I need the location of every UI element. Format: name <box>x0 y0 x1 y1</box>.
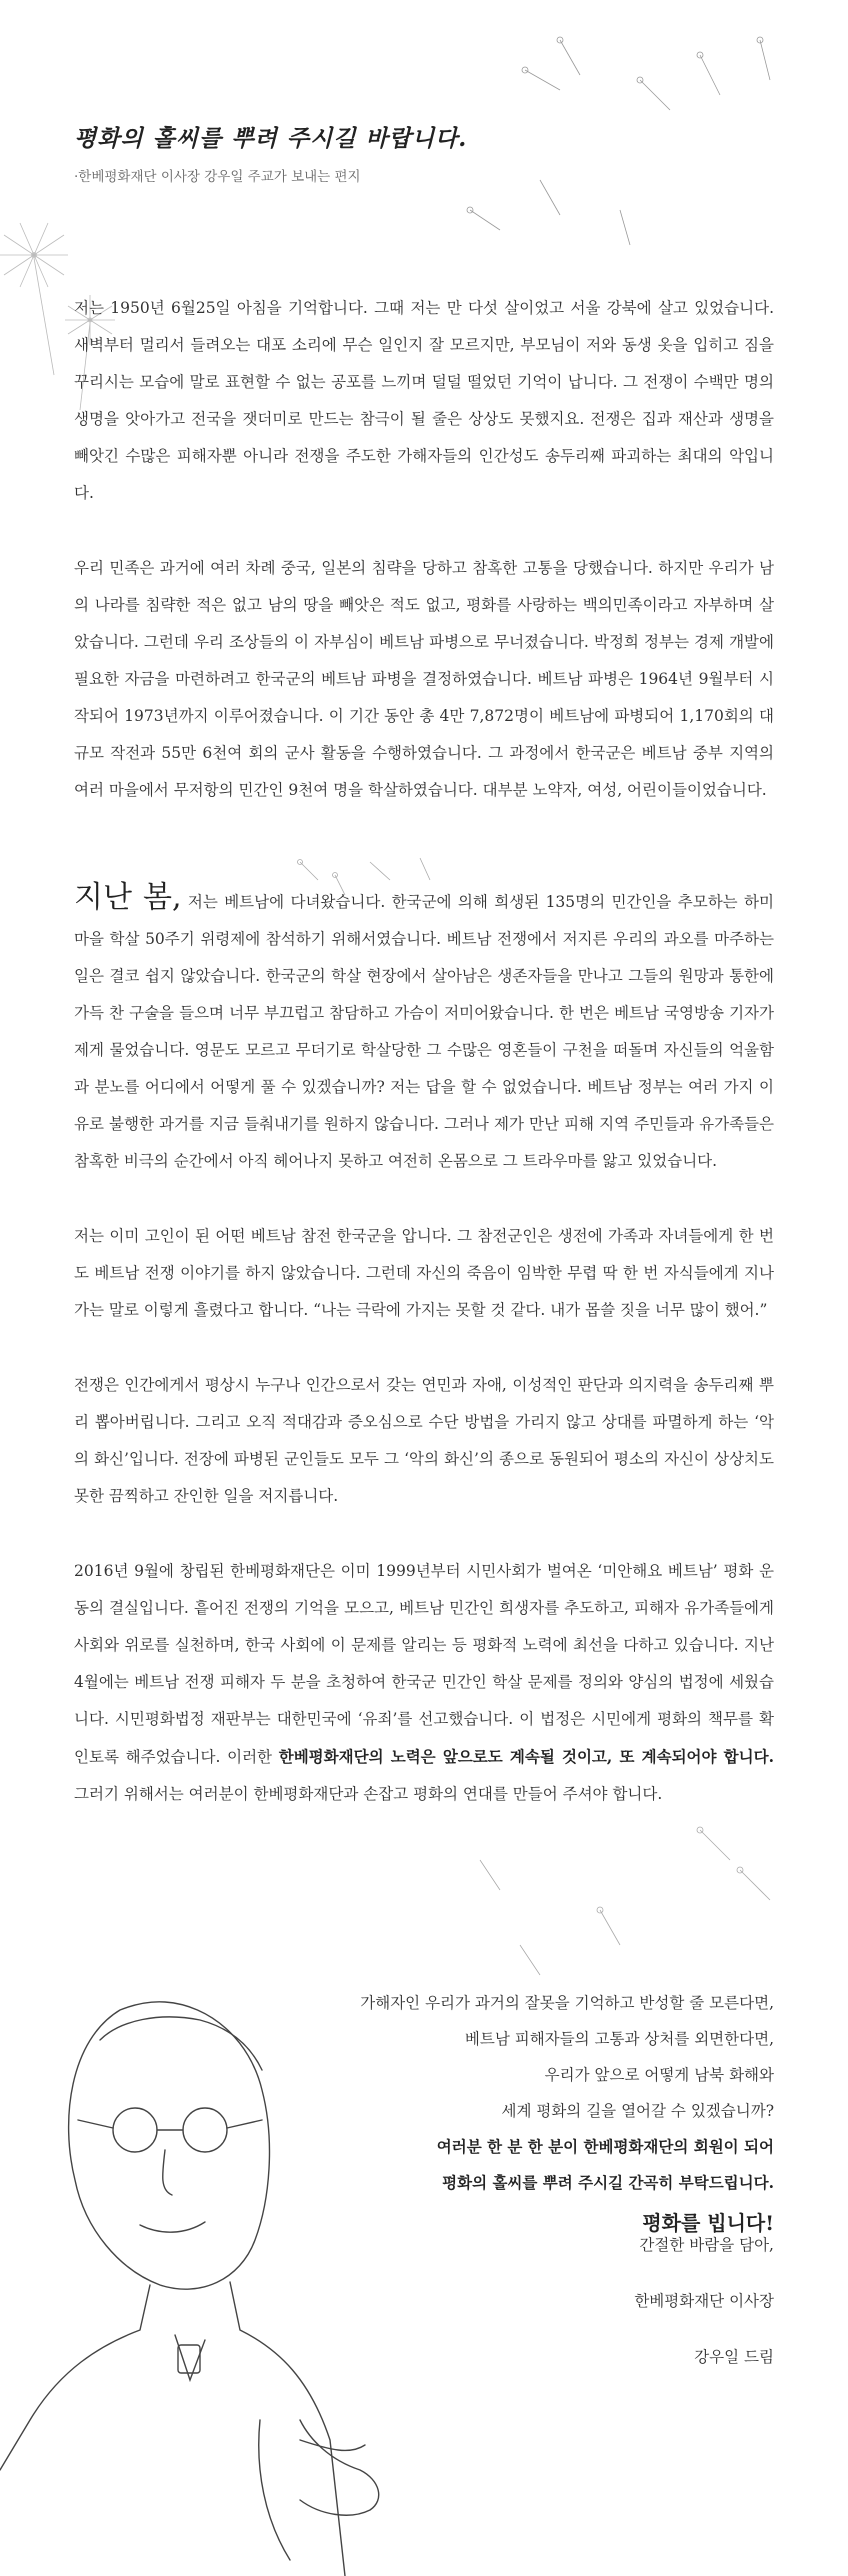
signature-line-3: 강우일 드림 <box>694 2348 774 2366</box>
letter-header <box>74 120 714 185</box>
closing-appeal <box>214 1985 774 2245</box>
signature-block <box>374 2235 774 2403</box>
paragraph-6-emphasis: 한베평화재단의 노력은 앞으로도 계속될 것이고, 또 계속되어야 합니다. <box>278 1747 774 1766</box>
signature-line-1: 간절한 바람을 담아, <box>639 2236 774 2254</box>
paragraph-5: 전쟁은 인간에게서 평상시 누구나 인간으로서 갖는 연민과 자애, 이성적인 판단과 의지력을 송두리째 뿌리 뽑아버립니다. 그리고 오직 적대감과 증오심으로 수단 방법을 가리지 않고 상대를 파멸하게 하는 ‘악의 화신’입니다. 전장에 파병된 군인들도 모두 그 ‘악의 화신’의 종으로 동원되어 평소의 자신이 상상치도 못한 끔찍하고 잔인한 일을 저지릅니다. <box>74 1376 774 1505</box>
paragraph-2: 우리 민족은 과거에 여러 차례 중국, 일본의 침략을 당하고 참혹한 고통을 당했습니다. 하지만 우리가 남의 나라를 침략한 적은 없고 남의 땅을 빼앗은 적도 없고, 평화를 사랑하는 백의민족이라고 자부하며 살았습니다. 그런데 우리 조상들의 이 자부심이 베트남 파병으로 무너졌습니다. 박정희 정부는 경제 개발에 필요한 자금을 마련하려고 한국군의 베트남 파병을 결정하였습니다. 베트남 파병은 1964년 9월부터 시작되어 1973년까지 이루어졌습니다. 이 기간 동안 총 4만 7,872명이 베트남에 파병되어 1,170회의 대규모 작전과 55만 6천여 회의 군사 활동을 수행하였습니다. 그 과정에서 한국군은 베트남 중부 지역의 여러 마을에서 무저항의 민간인 9천여 명을 학살하였습니다. 대부분 노약자, 여성, 어린이들이었습니다. <box>74 559 774 799</box>
closing-line-2: 베트남 피해자들의 고통과 상처를 외면한다면, <box>464 2030 774 2048</box>
closing-line-3: 우리가 앞으로 어떻게 남북 화해와 <box>544 2066 774 2084</box>
paragraph-3 <box>74 879 774 1180</box>
letter-subtitle: ·한베평화재단 이사장 강우일 주교가 보내는 편지 <box>74 169 361 185</box>
paragraph-6 <box>74 1553 774 1813</box>
closing-line-7: 평화를 빕니다! <box>642 2211 774 2235</box>
letter-title: 평화의 홀씨를 뿌려 주시길 바랍니다. <box>74 125 468 152</box>
letter-body <box>74 290 774 1851</box>
paragraph-6-end: 그러기 위해서는 여러분이 한베평화재단과 손잡고 평화의 연대를 만들어 주셔야 합니다. <box>74 1785 663 1803</box>
paragraph-3-text: 저는 베트남에 다녀왔습니다. 한국군에 의해 희생된 135명의 민간인을 추모하는 하미 마을 학살 50주기 위령제에 참석하기 위해서였습니다. 베트남 전쟁에서 저지른 우리의 과오를 마주하는 일은 결코 쉽지 않았습니다. 한국군의 학살 현장에서 살아남은 생존자들을 만나고 그들의 원망과 통한에 가득 찬 구술을 들으며 너무 부끄럽고 참담하고 가슴이 저미어왔습니다. 한 번은 베트남 국영방송 기자가 제게 물었습니다. 영문도 모르고 무더기로 학살당한 그 수많은 영혼들이 구천을 떠돌며 자신들의 억울함과 분노를 어디에서 어떻게 풀 수 있겠습니까? 저는 답을 할 수 없었습니다. 베트남 정부는 여러 가지 이유로 불행한 과거를 지금 들춰내기를 원하지 않습니다. 그러나 제가 만난 피해 지역 주민들과 유가족들은 참혹한 비극의 순간에서 아직 헤어나지 못하고 여전히 온몸으로 그 트라우마를 앓고 있었습니다. <box>74 893 774 1170</box>
closing-line-4: 세계 평화의 길을 열어갈 수 있겠습니까? <box>501 2102 774 2120</box>
signature-line-2: 한베평화재단 이사장 <box>634 2292 774 2310</box>
paragraph-3-lead: 지난 봄, <box>74 880 182 915</box>
closing-line-6: 평화의 홀씨를 뿌려 주시길 간곡히 부탁드립니다. <box>442 2173 774 2192</box>
closing-line-5: 여러분 한 분 한 분이 한베평화재단의 회원이 되어 <box>436 2137 774 2156</box>
paragraph-4: 저는 이미 고인이 된 어떤 베트남 참전 한국군을 압니다. 그 참전군인은 생전에 가족과 자녀들에게 한 번도 베트남 전쟁 이야기를 하지 않았습니다. 그런데 자신의 죽음이 임박한 무렵 딱 한 번 자식들에게 지나가는 말로 이렇게 흘렸다고 합니다. “나는 극락에 가지는 못할 것 같다. 내가 몹쓸 짓을 너무 많이 했어.” <box>74 1227 774 1319</box>
closing-line-1: 가해자인 우리가 과거의 잘못을 기억하고 반성할 줄 모른다면, <box>360 1994 774 2012</box>
paragraph-1: 저는 1950년 6월25일 아침을 기억합니다. 그때 저는 만 다섯 살이었고 서울 강북에 살고 있었습니다. 새벽부터 멀리서 들려오는 대포 소리에 무슨 일인지 잘 모르지만, 부모님이 저와 동생 옷을 입히고 짐을 꾸리시는 모습에 말로 표현할 수 없는 공포를 느끼며 덜덜 떨었던 기억이 납니다. 그 전쟁이 수백만 명의 생명을 앗아가고 전국을 잿더미로 만드는 참극이 될 줄은 상상도 못했지요. 전쟁은 집과 재산과 생명을 빼앗긴 수많은 피해자뿐 아니라 전쟁을 주도한 가해자들의 인간성도 송두리째 파괴하는 최대의 악입니다. <box>74 299 774 502</box>
paragraph-6-text: 2016년 9월에 창립된 한베평화재단은 이미 1999년부터 시민사회가 벌여온 ‘미안해요 베트남’ 평화 운동의 결실입니다. 흩어진 전쟁의 기억을 모으고, 베트남 민간인 희생자를 추도하고, 피해자 유가족들에게 사회와 위로를 실천하며, 한국 사회에 이 문제를 알리는 등 평화적 노력에 최선을 다하고 있습니다. 지난 4월에는 베트남 전쟁 피해자 두 분을 초청하여 한국군 민간인 학살 문제를 정의와 양심의 법정에 세웠습니다. 시민평화법정 재판부는 대한민국에 ‘유죄’를 선고했습니다. 이 법정은 시민에게 평화의 책무를 확인토록 해주었습니다. 이러한 <box>74 1562 774 1766</box>
